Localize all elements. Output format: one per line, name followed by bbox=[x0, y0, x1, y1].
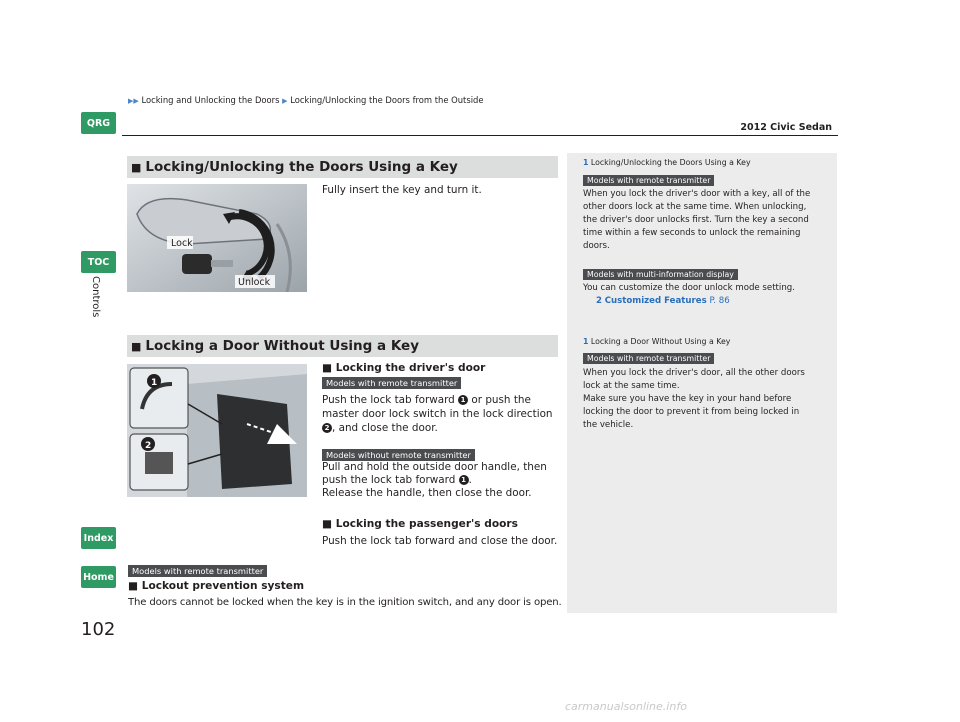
home-tab[interactable]: Home bbox=[81, 566, 116, 588]
note2-text: When you lock the driver's door, all the other doors lock at the same time. Make sure you have the key in your hand before locking the door to prevent it from being locked in the vehicle. bbox=[583, 368, 805, 430]
figure-step-2: 2 bbox=[145, 441, 152, 451]
no-remote-instructions: Pull and hold the outside door handle, then push the lock tab forward 1 . Release the handle, then close the door. bbox=[322, 461, 547, 499]
breadcrumb bbox=[128, 95, 484, 105]
driver-door-instructions: Push the lock tab forward 1 or push the master door lock switch in the lock direction 2 , and close the door. bbox=[322, 394, 553, 434]
note-marker-icon: 1 bbox=[583, 337, 589, 346]
lockout-description: The doors cannot be locked when the key is in the ignition switch, and any door is open. bbox=[128, 597, 562, 608]
square-bullet-icon: ■ bbox=[131, 160, 142, 174]
toc-tab[interactable]: TOC bbox=[81, 251, 116, 273]
door-key-illustration bbox=[127, 184, 307, 292]
section-heading-nokey bbox=[127, 335, 558, 357]
watermark: carmanualsonline.info bbox=[565, 700, 687, 713]
customized-features-link[interactable]: 2 Customized Features P. 86 bbox=[596, 296, 730, 306]
square-bullet-icon: ■ bbox=[322, 362, 333, 374]
note1-customize-text: You can customize the door unlock mode setting. bbox=[583, 283, 795, 293]
index-tab[interactable]: Index bbox=[81, 527, 116, 549]
note2-badge-remote: Models with remote transmitter bbox=[583, 353, 714, 364]
note1-badge-remote: Models with remote transmitter bbox=[583, 175, 714, 186]
section-heading-key bbox=[127, 156, 558, 178]
breadcrumb-arrow-icon: ▶ bbox=[282, 97, 288, 105]
step-1-marker: 1 bbox=[458, 395, 468, 405]
page-number: 102 bbox=[81, 619, 116, 640]
note2-heading: 1 Locking a Door Without Using a Key bbox=[583, 337, 731, 346]
qrg-tab[interactable]: QRG bbox=[81, 112, 116, 134]
note-marker-icon: 1 bbox=[583, 158, 589, 167]
lock-label: Lock bbox=[171, 238, 193, 249]
unlock-label: Unlock bbox=[238, 277, 271, 288]
section-title: Locking a Door Without Using a Key bbox=[145, 338, 419, 354]
square-bullet-icon: ■ bbox=[322, 518, 333, 530]
driver-door-heading: ■ Locking the driver's door bbox=[322, 362, 486, 374]
model-badge-no-remote: Models without remote transmitter bbox=[322, 449, 475, 461]
section-title: Locking/Unlocking the Doors Using a Key bbox=[145, 159, 458, 175]
passenger-door-heading: ■ Locking the passenger's doors bbox=[322, 518, 518, 530]
model-badge-lockout: Models with remote transmitter bbox=[128, 565, 267, 577]
square-bullet-icon: ■ bbox=[131, 339, 142, 353]
xref-arrow-icon: 2 bbox=[596, 296, 602, 306]
step-2-marker: 2 bbox=[322, 423, 332, 433]
passenger-door-instructions: Push the lock tab forward and close the door. bbox=[322, 535, 558, 547]
key-instruction: Fully insert the key and turn it. bbox=[322, 184, 482, 196]
breadcrumb-link-1[interactable]: Locking and Unlocking the Doors bbox=[141, 95, 280, 105]
chapter-label: Controls bbox=[90, 276, 101, 318]
note1-badge-mid: Models with multi-information display bbox=[583, 269, 738, 280]
note1-heading: 1 Locking/Unlocking the Doors Using a Key bbox=[583, 158, 751, 167]
lockout-heading: ■ Lockout prevention system bbox=[128, 580, 304, 592]
door-lock-illustration bbox=[127, 364, 307, 497]
vehicle-title: 2012 Civic Sedan bbox=[740, 122, 832, 133]
step-1-marker: 1 bbox=[459, 475, 469, 485]
square-bullet-icon: ■ bbox=[128, 580, 139, 592]
model-badge-remote: Models with remote transmitter bbox=[322, 377, 461, 389]
breadcrumb-link-2[interactable]: Locking/Unlocking the Doors from the Outside bbox=[290, 95, 484, 105]
breadcrumb-arrow-icon: ▶▶ bbox=[128, 97, 139, 105]
figure-step-1: 1 bbox=[151, 378, 158, 388]
note1-text: When you lock the driver's door with a key, all of the other doors lock at the same time. When unlocking, the driver's door unlocks first. Turn the key a second time within a few seconds to unlock the remaining doors. bbox=[583, 189, 811, 251]
header-divider bbox=[122, 135, 838, 136]
